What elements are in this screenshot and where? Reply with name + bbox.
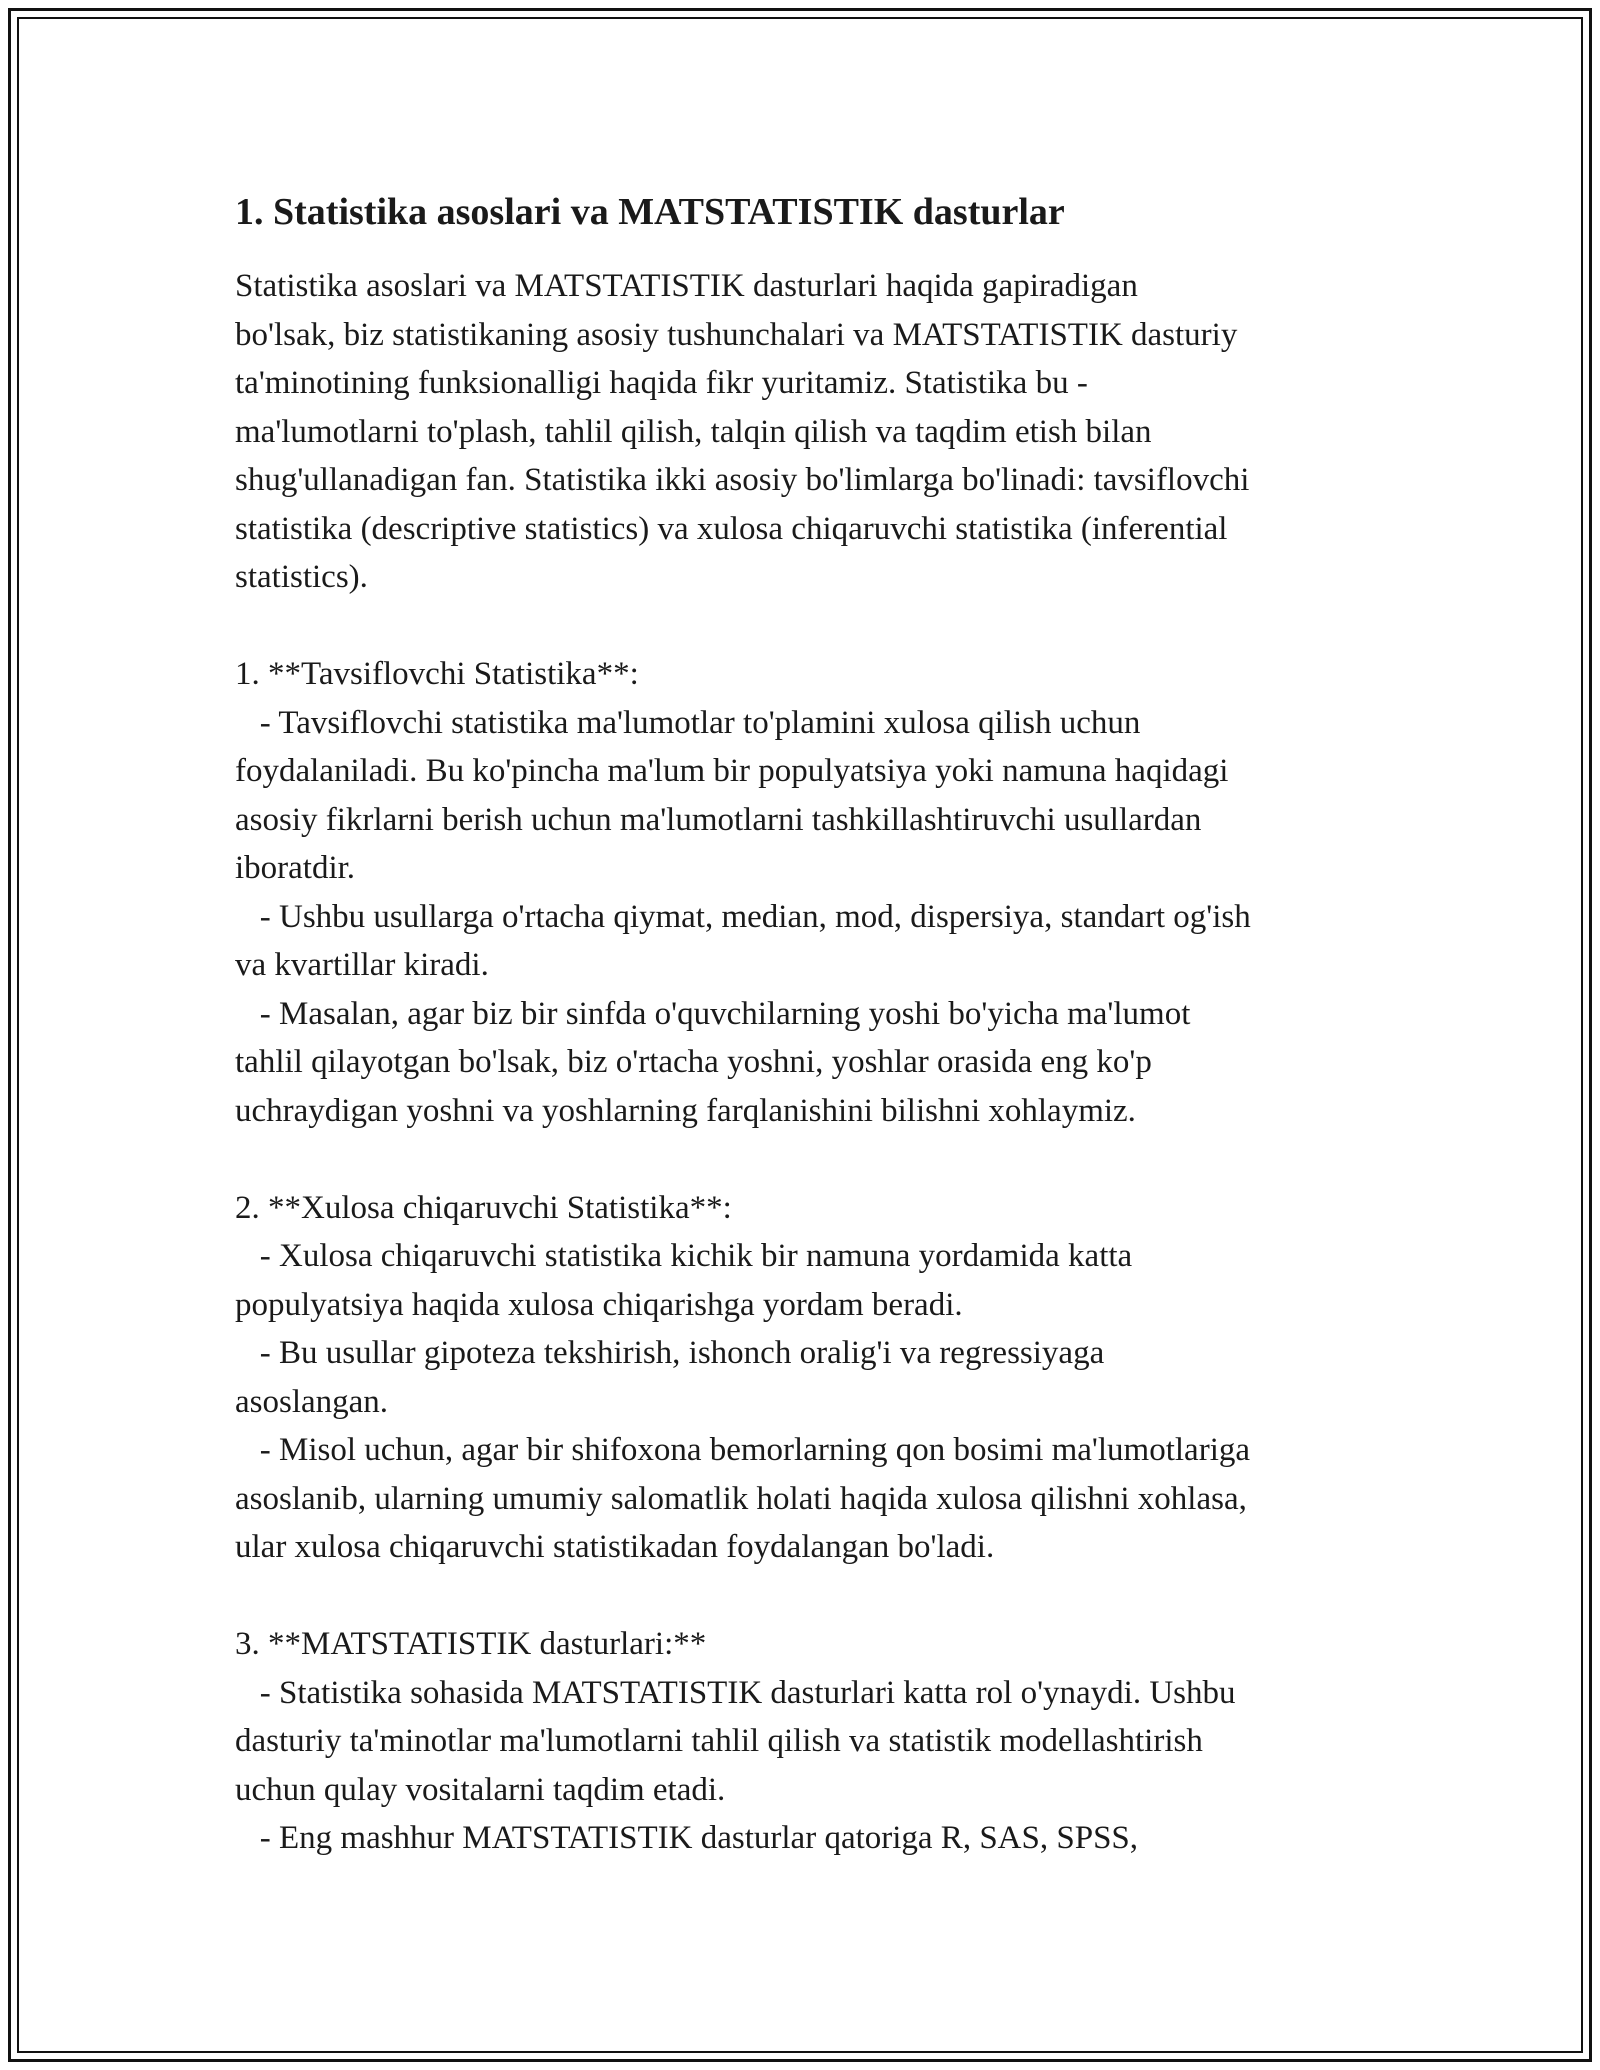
text-line: - Statistika sohasida MATSTATISTIK dasturlari katta rol o'ynaydi. Ushbu: [235, 1674, 1236, 1711]
text-line: uchraydigan yoshni va yoshlarning farqlanishini bilishni xohlaymiz.: [235, 1092, 1136, 1129]
text-line: shug'ullanadigan fan. Statistika ikki asosiy bo'limlarga bo'linadi: tavsiflovchi: [235, 462, 1250, 498]
paragraph-gap: [235, 602, 1375, 651]
text-line: statistics).: [235, 559, 368, 595]
document-title: 1. Statistika asoslari va MATSTATISTIK dasturlar: [235, 191, 1065, 233]
section-inferential-statistics: [235, 1184, 1375, 1572]
text-line: populyatsiya haqida xulosa chiqarishga yordam beradi.: [235, 1286, 963, 1323]
text-line: iboratdir.: [235, 850, 356, 886]
document-body: [235, 182, 1375, 1863]
paragraph-gap: [235, 1135, 1375, 1184]
text-line: uchun qulay vositalarni taqdim etadi.: [235, 1771, 726, 1808]
text-line: tahlil qilayotgan bo'lsak, biz o'rtacha yoshni, yoshlar orasida eng ko'p: [235, 1044, 1152, 1080]
section-heading: 2. **Xulosa chiqaruvchi Statistika**:: [235, 1189, 732, 1226]
text-line: Statistika asoslari va MATSTATISTIK dasturlari haqida gapiradigan: [235, 268, 1138, 304]
section-heading: 1. **Tavsiflovchi Statistika**:: [235, 656, 639, 692]
text-line: dasturiy ta'minotlar ma'lumotlarni tahlil qilish va statistik modellashtirish: [235, 1723, 1203, 1759]
intro-paragraph: [235, 262, 1375, 602]
section-heading: 3. **MATSTATISTIK dasturlari:**: [235, 1626, 707, 1662]
section-descriptive-statistics: [235, 650, 1375, 1135]
text-line: - Eng mashhur MATSTATISTIK dasturlar qatoriga R, SAS, SPSS,: [235, 1820, 1139, 1856]
text-line: va kvartillar kiradi.: [235, 947, 489, 983]
text-line: - Tavsiflovchi statistika ma'lumotlar to'plamini xulosa qilish uchun: [235, 704, 1141, 741]
paragraph-gap: [235, 1572, 1375, 1621]
text-line: - Masalan, agar biz bir sinfda o'quvchilarning yoshi bo'yicha ma'lumot: [235, 995, 1191, 1032]
text-line: - Bu usullar gipoteza tekshirish, ishonch oralig'i va regressiyaga: [235, 1335, 1105, 1371]
text-line: foydalaniladi. Bu ko'pincha ma'lum bir populyatsiya yoki namuna haqidagi: [235, 753, 1229, 789]
text-line: asoslanib, ularning umumiy salomatlik holati haqida xulosa qilishni xohlasa,: [235, 1480, 1247, 1517]
text-line: - Misol uchun, agar bir shifoxona bemorlarning qon bosimi ma'lumotlariga: [235, 1432, 1251, 1468]
text-line: - Xulosa chiqaruvchi statistika kichik bir namuna yordamida katta: [235, 1238, 1133, 1274]
text-line: asoslangan.: [235, 1383, 389, 1420]
text-line: statistika (descriptive statistics) va xulosa chiqaruvchi statistika (inferential: [235, 510, 1228, 547]
text-line: asosiy fikrlarni berish uchun ma'lumotlarni tashkillashtiruvchi usullardan: [235, 801, 1202, 838]
section-matstatistik-software: [235, 1620, 1375, 1863]
text-line: ta'minotining funksionalligi haqida fikr yuritamiz. Statistika bu -: [235, 365, 1088, 401]
text-line: - Ushbu usullarga o'rtacha qiymat, median, mod, dispersiya, standart og'ish: [235, 898, 1251, 935]
text-line: ma'lumotlarni to'plash, tahlil qilish, talqin qilish va taqdim etish bilan: [235, 413, 1152, 450]
text-line: bo'lsak, biz statistikaning asosiy tushunchalari va MATSTATISTIK dasturiy: [235, 316, 1238, 353]
text-line: ular xulosa chiqaruvchi statistikadan foydalangan bo'ladi.: [235, 1529, 995, 1565]
